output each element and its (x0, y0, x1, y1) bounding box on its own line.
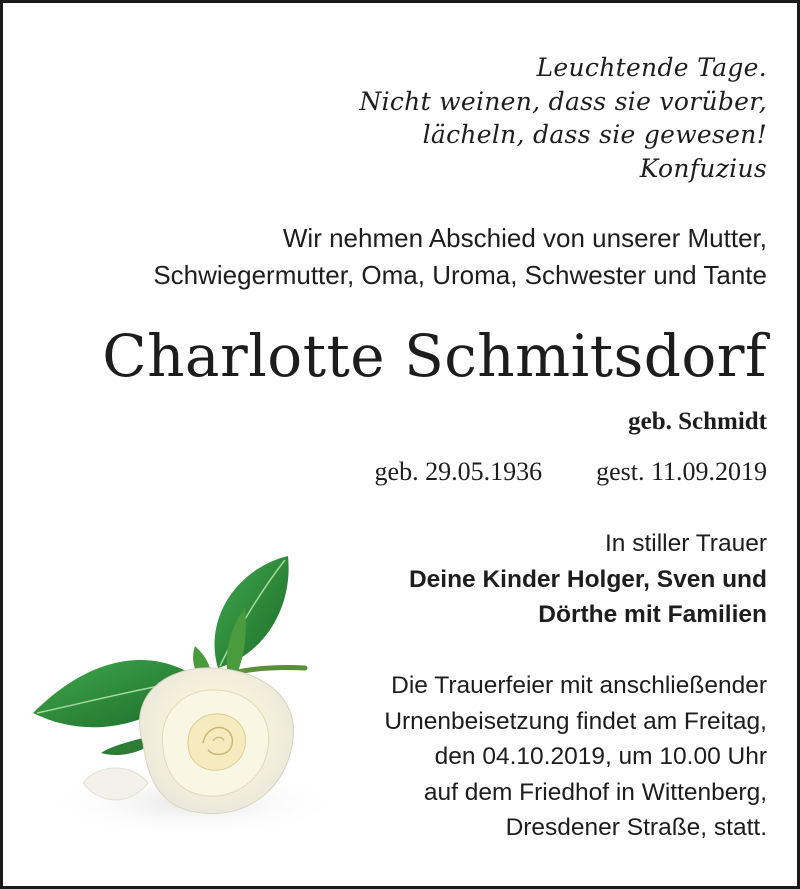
quote-line: Nicht weinen, dass sie vorüber, (359, 86, 767, 116)
intro-block (153, 220, 767, 294)
mourners-heading: In stiller Trauer (604, 530, 767, 557)
deceased-name: Charlotte Schmitsdorf (102, 322, 767, 390)
quote-author: Konfuzius (639, 153, 767, 183)
quote-line: Leuchtende Tage. (536, 53, 767, 82)
service-line: auf dem Friedhof in Wittenberg, (423, 778, 767, 806)
service-block (384, 668, 767, 846)
quote-line: lächeln, dass sie gewesen! (422, 120, 767, 149)
service-line: Dresdener Straße, statt. (505, 814, 767, 841)
white-rose-icon (23, 548, 353, 848)
service-line: Urnenbeisetzung findet am Freitag, (384, 707, 767, 735)
death-date: gest. 11.09.2019 (596, 457, 767, 486)
intro-line: Wir nehmen Abschied von unserer Mutter, (282, 223, 767, 253)
intro-line: Schwiegermutter, Oma, Uroma, Schwester und Tante (153, 260, 767, 290)
mourners-block (409, 526, 767, 633)
quote-block (359, 51, 767, 185)
birth-date: geb. 29.05.1936 (374, 457, 543, 486)
mourners-line: Dörthe mit Familien (538, 601, 767, 628)
service-line: Die Trauerfeier mit anschließender (391, 672, 767, 699)
maiden-name: geb. Schmidt (628, 408, 767, 435)
service-line: den 04.10.2019, um 10.00 Uhr (434, 743, 767, 770)
life-dates (375, 455, 767, 489)
mourners-line: Deine Kinder Holger, Sven und (408, 565, 767, 593)
